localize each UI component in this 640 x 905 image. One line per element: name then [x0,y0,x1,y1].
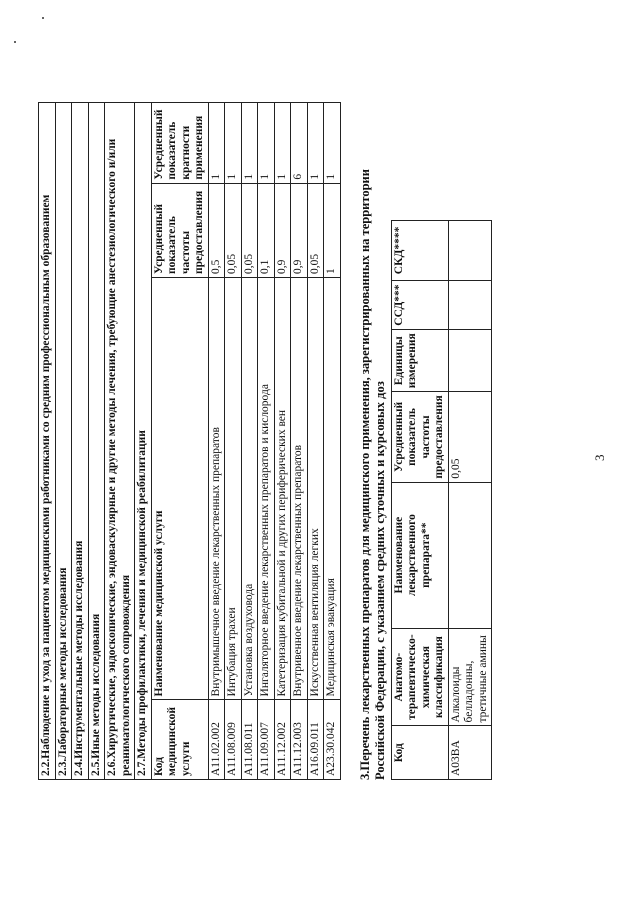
service-multiplicity: 1 [274,103,291,184]
drug-classification: Алкалоиды белладонны, третичные амины [448,628,492,726]
section-2-7-heading: 2.7.Методы профилактики, лечения и медицинской реабилитации [135,103,152,780]
service-name: Внутривенное введение лекарственных препаратов [291,278,308,700]
section-row [135,103,152,780]
section-2-3-heading: 2.3.Лабораторные методы исследования [55,103,72,780]
scan-speck [42,17,44,19]
drug-ssd [448,280,492,329]
header-units: Единицы измерения [391,330,448,392]
service-code: A11.08.011 [241,700,258,780]
service-name: Ингаляторное введение лекарственных препаратов и кислорода [258,278,275,700]
service-code: A11.09.007 [258,700,275,780]
header-frequency: Усредненный показатель частоты предоставления [391,392,448,482]
service-multiplicity: 1 [241,103,258,184]
header-ssd: ССД*** [391,280,448,329]
header-code: Код медицинской услуги [151,700,208,780]
header-row [391,221,448,780]
service-name: Внутримышечное введение лекарственных препаратов [208,278,225,700]
service-code: A11.12.003 [291,700,308,780]
services-table [38,102,341,780]
section-row [39,103,56,780]
drug-name [448,482,492,628]
table-row [324,103,341,780]
header-multiplicity: Усредненный показатель кратности применения [151,103,208,184]
table-row [448,221,492,780]
table-row [291,103,308,780]
service-code: A11.12.002 [274,700,291,780]
service-name: Искусственная вентиляция легких [307,278,324,700]
section-row [105,103,135,780]
section-2-4-heading: 2.4.Инструментальные методы исследования [72,103,89,780]
section-2-6-heading: 2.6.Хирургические, эндоскопические, эндоваскулярные и другие методы лечения, требующие анестезиологического и/или реаниматологического сопровождения [105,103,135,780]
service-multiplicity: 6 [291,103,308,184]
drug-frequency: 0,05 [448,392,492,482]
header-code: Код [391,726,448,780]
scan-speck [14,41,16,43]
section-2-5-heading: 2.5.Иные методы исследования [88,103,105,780]
drug-skd [448,221,492,281]
service-code: A16.09.011 [307,700,324,780]
section-row [55,103,72,780]
service-frequency: 0,9 [291,183,308,277]
section-row [88,103,105,780]
service-frequency: 0,5 [208,183,225,277]
service-multiplicity: 1 [307,103,324,184]
service-multiplicity: 1 [208,103,225,184]
service-code: A11.08.009 [225,700,242,780]
drug-code: A03BA [448,726,492,780]
service-code: A23.30.042 [324,700,341,780]
service-code: A11.02.002 [208,700,225,780]
service-frequency: 0,05 [225,183,242,277]
page-number: 3 [592,454,607,461]
table-row [208,103,225,780]
header-classification: Анатомо-терапевтическо-химическая классификация [391,628,448,726]
table-row [225,103,242,780]
service-frequency: 0,05 [307,183,324,277]
table-row [258,103,275,780]
service-multiplicity: 1 [258,103,275,184]
service-multiplicity: 1 [324,103,341,184]
header-name: Наименование медицинской услуги [151,278,208,700]
header-skd: СКД**** [391,221,448,281]
service-name: Катетеризация кубитальной и других периферических вен [274,278,291,700]
drug-units [448,330,492,392]
service-frequency: 0,05 [241,183,258,277]
header-frequency: Усредненный показатель частоты предоставления [151,183,208,277]
header-drug-name: Наименование лекарственного препарата** [391,482,448,628]
drugs-table [391,220,493,780]
service-frequency: 0,1 [258,183,275,277]
service-name: Установка воздуховода [241,278,258,700]
table-row [307,103,324,780]
service-name: Интубация трахеи [225,278,242,700]
section-3-title: 3.Перечень лекарственных препаратов для медицинского применения, зарегистрированных на территории Российской Федерации, с указанием средних суточных и курсовых доз [357,169,387,780]
section-2-2-heading: 2.2.Наблюдение и уход за пациентом медицинскими работниками со средним профессиональным образованием [39,103,56,780]
service-multiplicity: 1 [225,103,242,184]
table-row [241,103,258,780]
document-sheet [38,102,492,780]
section-row [72,103,89,780]
service-name: Медицинская эвакуация [324,278,341,700]
service-frequency: 1 [324,183,341,277]
service-frequency: 0,9 [274,183,291,277]
table-row [274,103,291,780]
header-row [151,103,208,780]
